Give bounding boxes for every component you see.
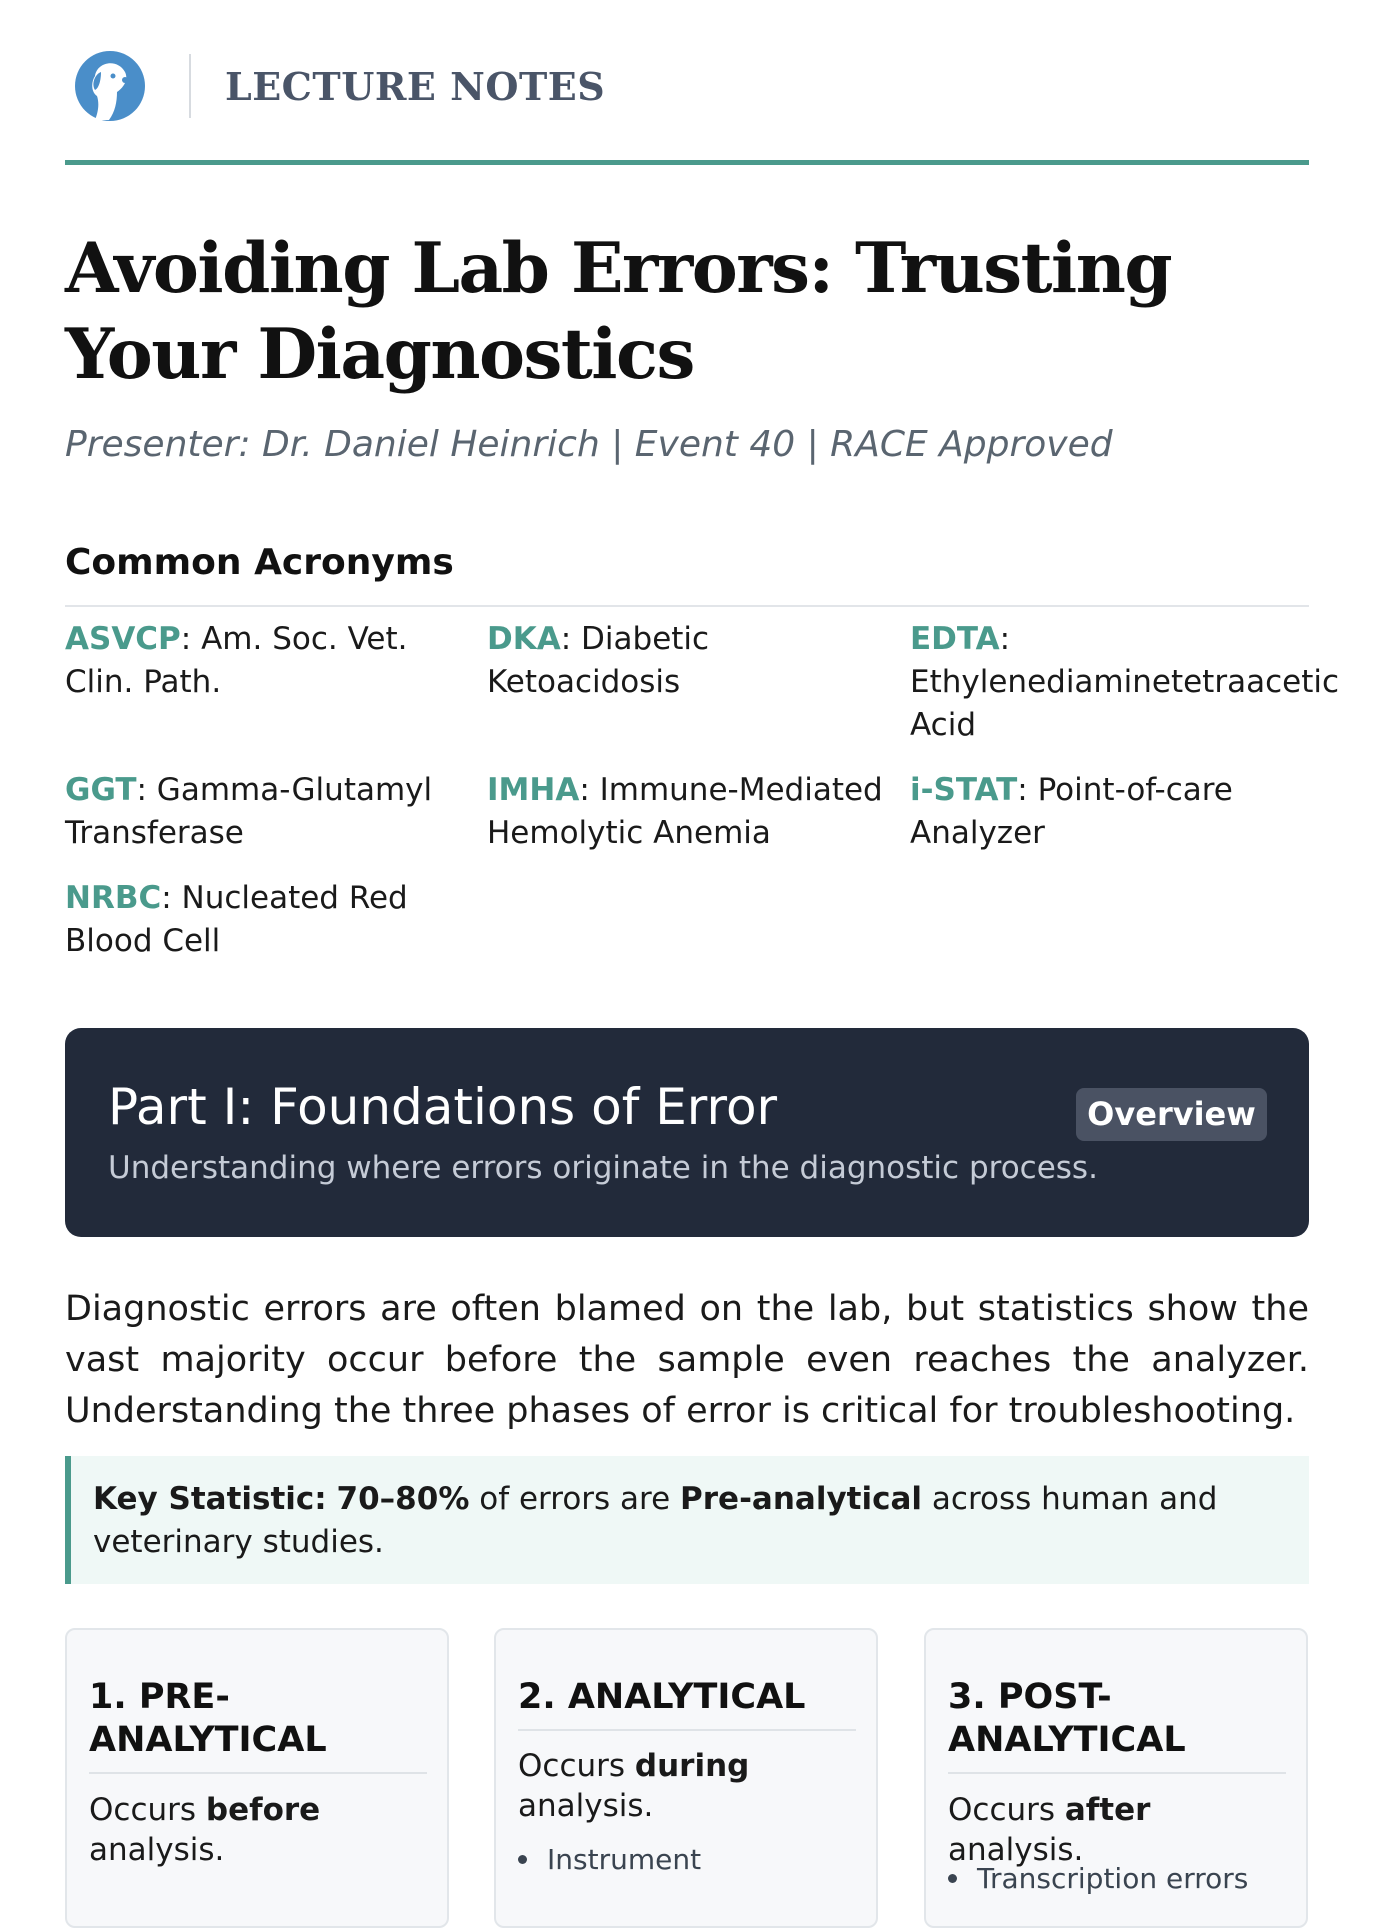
acronym-item <box>65 769 445 855</box>
list-item <box>948 1862 1248 1895</box>
acronym-abbr: DKA <box>487 621 561 657</box>
phase-divider <box>518 1729 856 1731</box>
acronym-item <box>910 769 1290 855</box>
list-item <box>518 1843 701 1876</box>
phase-card-analytical <box>494 1628 878 1928</box>
acronym-abbr: i-STAT <box>910 772 1018 808</box>
acronym-abbr: EDTA <box>910 621 1000 657</box>
phase-desc-bold: during <box>634 1748 750 1784</box>
phase-description <box>948 1790 1288 1870</box>
page-title: Avoiding Lab Errors: Trusting Your Diagnostics <box>65 228 1172 395</box>
phase-desc-bold: after <box>1064 1792 1151 1828</box>
callout-label: Key Statistic: <box>93 1481 327 1517</box>
acronym-def: : Diabetic Ketoacidosis <box>487 621 710 700</box>
phase-card-post-analytical <box>924 1628 1308 1928</box>
key-statistic-callout <box>65 1456 1309 1584</box>
intro-paragraph: Diagnostic errors are often blamed on the lab, but statistics show the vast majority occur before the sample even reaches the analyzer. Understanding the three phases of error is critical for troubleshooting. <box>65 1289 1309 1431</box>
acronym-item <box>65 618 425 704</box>
phase-card-pre-analytical <box>65 1628 449 1928</box>
phase-desc-pre: Occurs <box>948 1792 1065 1828</box>
bullet-icon <box>518 1855 527 1864</box>
phase-item-text: Instrument <box>547 1843 702 1876</box>
callout-text <box>93 1478 1253 1564</box>
callout-emphasis: Pre-analytical <box>680 1481 923 1517</box>
phase-desc-pre: Occurs <box>518 1748 635 1784</box>
callout-text-post: across human and veterinary studies. <box>93 1481 1218 1560</box>
phase-desc-post: analysis. <box>948 1832 1084 1868</box>
phase-description <box>89 1790 429 1870</box>
phase-desc-post: analysis. <box>89 1832 225 1868</box>
presenter-line: Presenter: Dr. Daniel Heinrich | Event 40 | RACE Approved <box>65 424 1113 465</box>
acronym-abbr: ASVCP <box>65 621 181 657</box>
dog-head-logo-icon <box>73 50 147 122</box>
acronym-abbr: NRBC <box>65 880 162 916</box>
acronym-def: : Am. Soc. Vet. Clin. Path. <box>65 621 408 700</box>
phase-title: 3. POST-ANALYTICAL <box>948 1677 1186 1760</box>
header <box>65 50 1309 166</box>
acronym-item <box>487 769 887 855</box>
acronym-def: : Immune-Mediated Hemolytic Anemia <box>487 772 883 851</box>
header-rule <box>65 160 1309 165</box>
acronyms-divider <box>65 605 1309 607</box>
acronym-item <box>910 618 1350 747</box>
acronym-abbr: IMHA <box>487 772 580 808</box>
phase-divider <box>89 1772 427 1774</box>
acronyms-heading: Common Acronyms <box>65 542 454 583</box>
acronym-def: : Nucleated Red Blood Cell <box>65 880 408 959</box>
acronym-abbr: GGT <box>65 772 137 808</box>
acronym-item <box>65 877 425 963</box>
acronym-item <box>487 618 817 704</box>
phase-divider <box>948 1772 1286 1774</box>
phase-item-text: Transcription errors <box>977 1862 1249 1895</box>
acronym-def: : Ethylenediaminetetraacetic Acid <box>910 621 1340 743</box>
part-title: Part I: Foundations of Error <box>108 1078 778 1136</box>
acronym-def: : Point-of-care Analyzer <box>910 772 1233 851</box>
header-divider <box>189 54 191 118</box>
acronym-def: : Gamma-Glutamyl Transferase <box>65 772 433 851</box>
bullet-icon <box>948 1874 957 1883</box>
part-subtitle: Understanding where errors originate in the diagnostic process. <box>108 1150 1098 1186</box>
phase-desc-bold: before <box>205 1792 321 1828</box>
callout-text-pre: of errors are <box>469 1481 681 1517</box>
phase-desc-post: analysis. <box>518 1788 654 1824</box>
phase-title: 1. PRE-ANALYTICAL <box>89 1677 327 1760</box>
phase-desc-pre: Occurs <box>89 1792 206 1828</box>
part-banner <box>65 1028 1309 1237</box>
phase-description <box>518 1746 858 1826</box>
overview-badge: Overview <box>1076 1088 1267 1141</box>
callout-stat: 70–80% <box>336 1481 470 1517</box>
header-label: LECTURE NOTES <box>225 64 606 109</box>
phase-title: 2. ANALYTICAL <box>518 1677 806 1717</box>
